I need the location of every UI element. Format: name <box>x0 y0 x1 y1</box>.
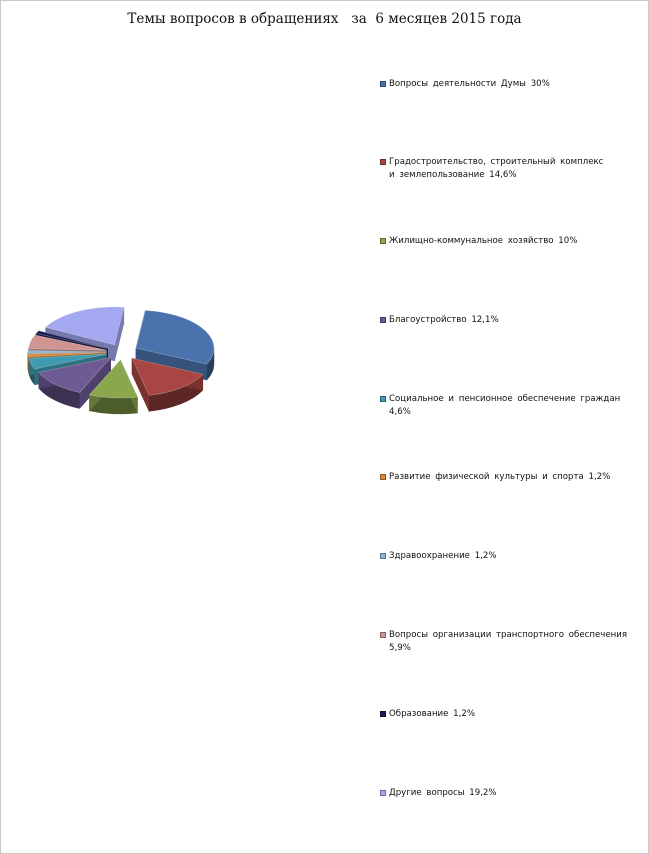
legend-swatch-health <box>380 553 386 559</box>
legend-item-housing <box>380 235 642 248</box>
legend-item-urban-planning <box>380 156 608 182</box>
legend-swatch-landscaping <box>380 317 386 323</box>
legend-item-social <box>380 393 642 419</box>
chart-title: Темы вопросов в обращениях за 6 месяцев 2015 года <box>127 11 522 27</box>
legend-item-health <box>380 550 642 563</box>
legend-label-urban-planning: Градостроительство, строительный комплекс и землепользование 14,6% <box>389 157 604 180</box>
legend-item-other <box>380 787 642 800</box>
legend-item-transport <box>380 629 628 655</box>
legend-swatch-housing <box>380 238 386 244</box>
legend-label-transport: Вопросы организации транспортного обеспечения 5,9% <box>389 630 628 653</box>
legend-label-other: Другие вопросы 19,2% <box>389 788 497 798</box>
legend-label-landscaping: Благоустройство 12,1% <box>389 315 499 325</box>
legend-swatch-education <box>380 711 386 717</box>
legend-label-education: Образование 1,2% <box>389 709 475 719</box>
legend-swatch-duma <box>380 81 386 87</box>
legend-swatch-other <box>380 790 386 796</box>
legend-item-landscaping <box>380 314 642 327</box>
legend-label-social: Социальное и пенсионное обеспечение граждан 4,6% <box>389 394 621 417</box>
legend-item-education <box>380 708 642 721</box>
legend-label-health: Здравоохранение 1,2% <box>389 551 497 561</box>
legend-label-housing: Жилищно-коммунальное хозяйство 10% <box>389 236 578 246</box>
legend-swatch-social <box>380 396 386 402</box>
legend-swatch-urban-planning <box>380 159 386 165</box>
legend-label-sport: Развитие физической культуры и спорта 1,2% <box>389 472 611 482</box>
legend-label-duma: Вопросы деятельности Думы 30% <box>389 79 550 89</box>
legend-swatch-transport <box>380 632 386 638</box>
legend-swatch-sport <box>380 474 386 480</box>
legend-item-sport <box>380 471 642 484</box>
legend-item-duma <box>380 78 642 91</box>
